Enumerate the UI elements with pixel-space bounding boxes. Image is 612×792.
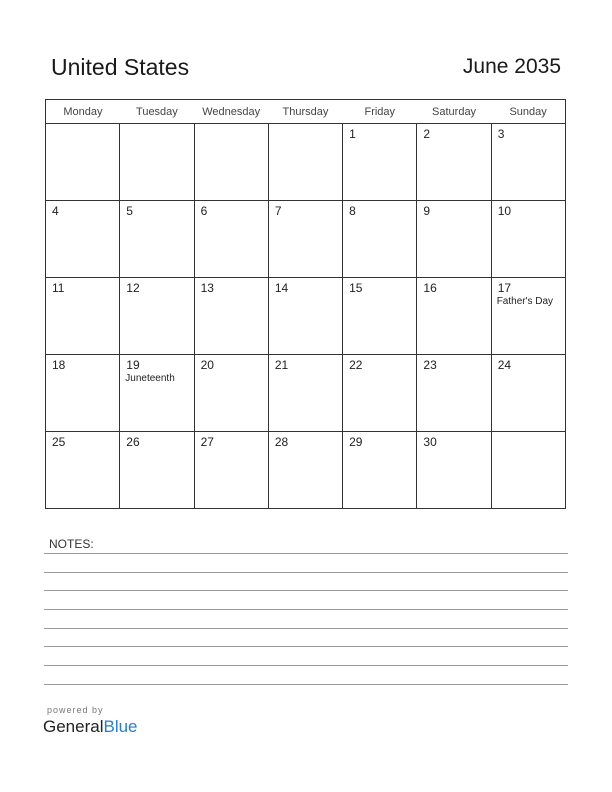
day-number: 3 [497,127,505,141]
day-cell [343,124,417,201]
day-cell [268,278,342,355]
day-cell [46,124,120,201]
weekday-header-row [46,100,566,124]
day-cell [417,278,491,355]
day-number: 30 [423,435,437,449]
day-number [195,124,268,127]
day-number: 16 [423,281,437,295]
day-number: 7 [274,204,282,218]
day-cell [46,432,120,509]
day-cell [268,432,342,509]
day-number [492,432,565,435]
day-cell [46,355,120,432]
day-cell [194,432,268,509]
note-line [44,590,568,591]
day-cell [120,278,194,355]
day-number: 14 [274,281,289,295]
day-number: 9 [423,204,431,218]
day-number: 5 [126,204,133,218]
day-cell [194,355,268,432]
day-cell [417,432,491,509]
day-cell [491,124,565,201]
week-row [46,355,566,432]
day-number: 11 [52,281,65,295]
day-number: 13 [200,281,214,295]
day-cell [343,278,417,355]
day-number: 4 [52,204,59,218]
generalblue-logo [43,717,138,737]
weekday-header: Wednesday [194,100,268,124]
day-cell [491,201,565,278]
note-line [44,628,568,629]
day-number [120,124,193,127]
day-cell [194,201,268,278]
day-number: 8 [349,204,356,218]
day-number: 17 [497,281,512,295]
day-number: 23 [423,358,437,372]
day-cell [343,201,417,278]
weekday-header: Tuesday [120,100,194,124]
day-number: 1 [349,127,356,141]
note-line [44,572,568,573]
day-cell [491,432,565,509]
note-line [44,684,568,685]
day-number: 20 [200,358,214,372]
calendar-country-title: United States [51,54,190,80]
note-line [44,665,568,666]
day-cell [417,201,491,278]
day-cell [343,432,417,509]
day-number: 28 [274,435,289,449]
day-number: 6 [200,204,208,218]
day-number: 21 [274,358,289,372]
powered-by-text: powered by [47,705,104,715]
day-number: 22 [349,358,363,372]
day-cell [417,124,491,201]
day-cell [417,355,491,432]
day-number [46,124,119,127]
day-number: 24 [497,358,512,372]
calendar-grid [45,99,566,509]
day-number: 19 [126,358,140,372]
day-number: 29 [349,435,363,449]
day-number [269,124,342,127]
logo-text-blue: Blue [103,717,138,736]
day-number: 27 [200,435,214,449]
day-cell [343,355,417,432]
day-cell [268,201,342,278]
day-number: 10 [497,204,512,218]
week-row [46,124,566,201]
day-cell [120,201,194,278]
day-cell [120,124,194,201]
day-cell [46,278,120,355]
week-row [46,432,566,509]
weekday-header: Monday [46,100,120,124]
week-row [46,201,566,278]
day-cell [268,355,342,432]
day-number: 26 [126,435,140,449]
weekday-header: Sunday [491,100,565,124]
notes-label: NOTES: [49,537,94,551]
day-number: 12 [126,281,140,295]
day-cell [120,355,194,432]
day-cell [194,278,268,355]
note-line [44,646,568,647]
day-cell [120,432,194,509]
note-line [44,553,568,554]
day-cell [194,124,268,201]
day-cell [491,355,565,432]
weekday-header: Saturday [417,100,491,124]
weekday-header: Friday [343,100,417,124]
day-number: 2 [423,127,431,141]
weekday-header: Thursday [268,100,342,124]
day-cell [268,124,342,201]
holiday-label: Father's Day [496,296,554,307]
calendar-month-title: June 2035 [462,55,561,78]
holiday-label: Juneteenth [125,373,175,384]
note-line [44,609,568,610]
day-cell [491,278,565,355]
day-number: 18 [52,358,66,372]
day-number: 25 [52,435,66,449]
logo-text-general: General [43,717,104,736]
day-number: 15 [349,281,363,295]
week-row [46,278,566,355]
day-cell [46,201,120,278]
